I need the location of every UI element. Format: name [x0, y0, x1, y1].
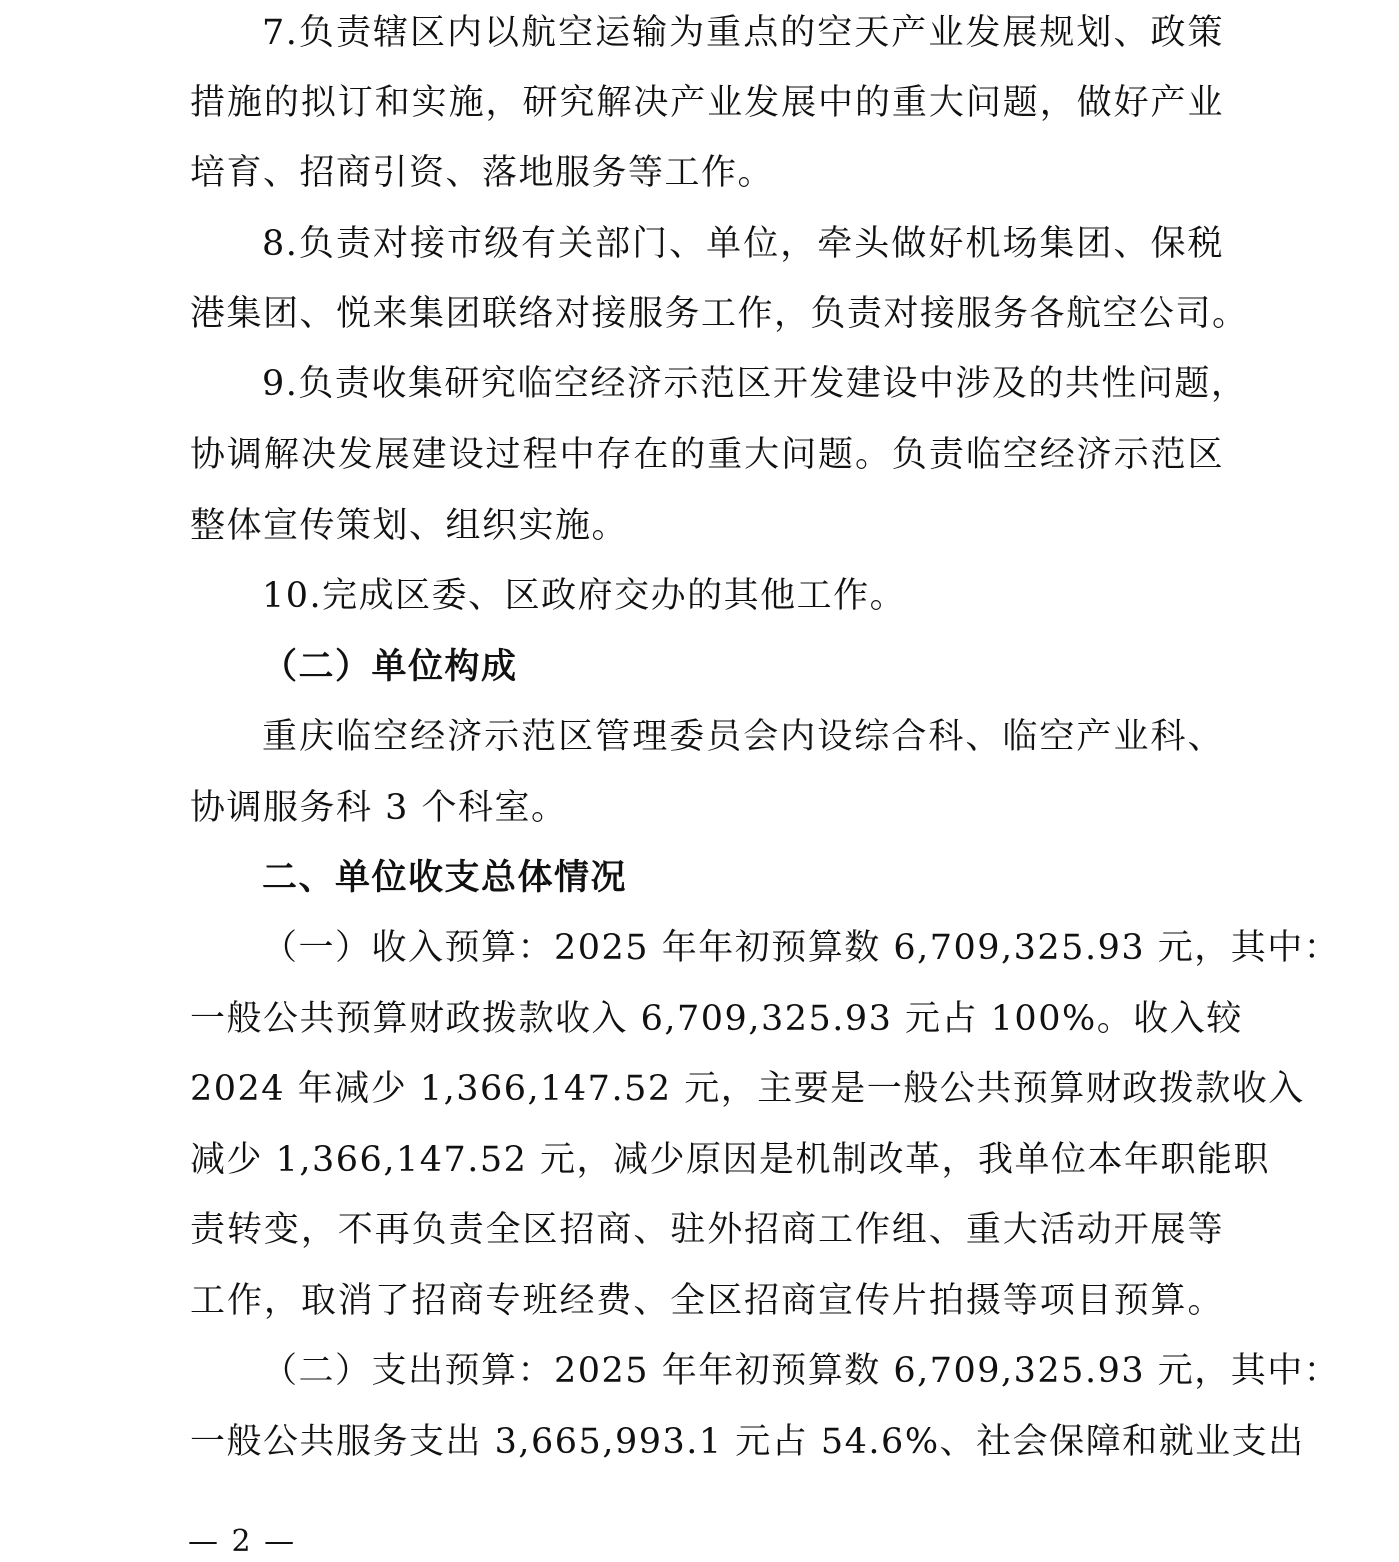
item-7-line-3: 培育、招商引资、落地服务等工作。 [190, 153, 775, 193]
item-7-line-2: 措施的拟订和实施，研究解决产业发展中的重大问题，做好产业 [190, 83, 1224, 123]
item-8-line-1: 8.负责对接市级有关部门、单位，牵头做好机场集团、保税 [262, 224, 1224, 264]
income-line-3: 2024 年减少 1,366,147.52 元，主要是一般公共预算财政拨款收入 [190, 1069, 1305, 1109]
expense-line-1: （二）支出预算：2025 年年初预算数 6,709,325.93 元，其中： [262, 1351, 1341, 1391]
section-heading-budget-overview: 二、单位收支总体情况 [262, 858, 628, 898]
composition-line-2: 协调服务科 3 个科室。 [190, 788, 568, 828]
item-9-line-1: 9.负责收集研究临空经济示范区开发建设中涉及的共性问题， [262, 364, 1248, 404]
section-heading-unit-composition: （二）单位构成 [262, 647, 518, 687]
income-line-2: 一般公共预算财政拨款收入 6,709,325.93 元占 100%。收入较 [190, 999, 1243, 1039]
item-9-line-2: 协调解决发展建设过程中存在的重大问题。负责临空经济示范区 [190, 435, 1224, 475]
expense-line-2: 一般公共服务支出 3,665,993.1 元占 54.6%、社会保障和就业支出 [190, 1422, 1305, 1462]
composition-line-1: 重庆临空经济示范区管理委员会内设综合科、临空产业科、 [262, 717, 1224, 757]
item-8-line-2: 港集团、悦来集团联络对接服务工作，负责对接服务各航空公司。 [190, 294, 1249, 334]
page-number: — 2 — [188, 1524, 297, 1559]
item-7-line-1: 7.负责辖区内以航空运输为重点的空天产业发展规划、政策 [262, 13, 1224, 53]
item-10-line: 10.完成区委、区政府交办的其他工作。 [262, 576, 907, 616]
income-line-1: （一）收入预算：2025 年年初预算数 6,709,325.93 元，其中： [262, 928, 1341, 968]
income-line-6: 工作，取消了招商专班经费、全区招商宣传片拍摄等项目预算。 [190, 1281, 1224, 1321]
item-9-line-3: 整体宣传策划、组织实施。 [190, 506, 629, 546]
income-line-5: 责转变，不再负责全区招商、驻外招商工作组、重大活动开展等 [190, 1210, 1224, 1250]
income-line-4: 减少 1,366,147.52 元，减少原因是机制改革，我单位本年职能职 [190, 1140, 1271, 1180]
